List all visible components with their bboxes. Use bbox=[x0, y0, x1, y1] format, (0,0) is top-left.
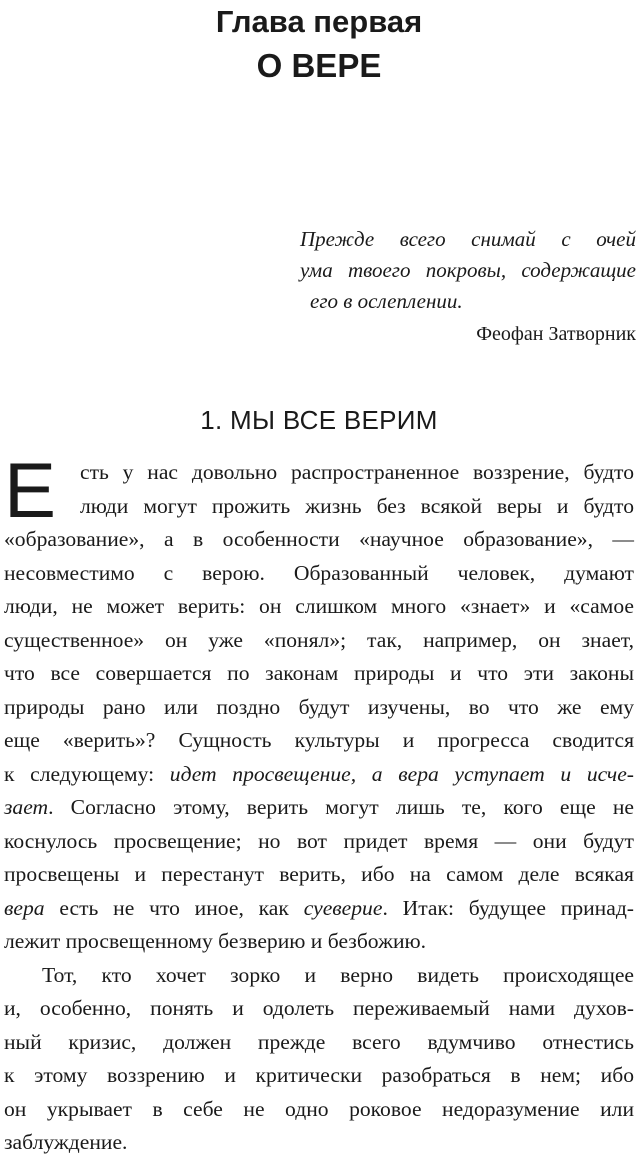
section-heading: 1. МЫ ВСЕ ВЕРИМ bbox=[200, 405, 438, 435]
paragraph-line: ный кризис, должен прежде всего вдумчиво отнестись bbox=[4, 1029, 634, 1054]
paragraph-line: люди могут прожить жизнь без всякой веры и будто bbox=[80, 493, 634, 518]
drop-cap: Е bbox=[4, 446, 57, 534]
paragraph-line bbox=[4, 892, 634, 926]
body-text bbox=[4, 446, 635, 1160]
paragraph-line: что все совершается по законам природы и что эти законы bbox=[4, 661, 634, 685]
paragraph-line: заблуждение. bbox=[4, 1130, 128, 1154]
italic-run: суеверие bbox=[303, 895, 383, 920]
paragraph-line: сть у нас довольно распространенное воззрение, будто bbox=[80, 460, 634, 484]
paragraph-line: к этому воззрению и критически разобраться в нем; ибо bbox=[4, 1063, 634, 1087]
epigraph-line: ума твоего покровы, содержащие bbox=[300, 258, 636, 282]
paragraph-line: просвещены и перестанут верить, ибо на самом деле всякая bbox=[4, 862, 634, 886]
paragraph-line: и, особенно, понять и одолеть переживаемый нами духов- bbox=[4, 996, 634, 1020]
paragraph-line: еще «верить»? Сущность культуры и прогресса сводится bbox=[4, 728, 634, 752]
paragraph-line: он укрывает в себе не одно роковое недоразумение или bbox=[4, 1096, 634, 1121]
paragraph-line: природы рано или поздно будут изучены, во что же ему bbox=[4, 694, 634, 719]
paragraph-line: существенное» он уже «понял»; так, например, он знает, bbox=[4, 627, 634, 652]
paragraph-line: лежит просвещенному безверию и безбожию. bbox=[4, 929, 427, 953]
paragraph-line: коснулось просвещение; но вот придет время — они будут bbox=[4, 828, 634, 853]
paragraph-line: люди, не может верить: он слишком много «знает» и «самое bbox=[4, 594, 634, 618]
epigraph-line: Прежде всего снимай с очей bbox=[300, 227, 636, 251]
chapter-title: О ВЕРЕ bbox=[256, 47, 382, 84]
italic-run: зает bbox=[4, 795, 49, 819]
paragraph-line: Тот, кто хочет зорко и верно видеть происходящее bbox=[42, 962, 634, 987]
paragraph-line: несовместимо с верою. Образованный человек, думают bbox=[4, 560, 634, 585]
epigraph bbox=[300, 224, 636, 317]
text-run: к следующему: bbox=[4, 761, 170, 786]
epigraph-author: Феофан Затворник bbox=[476, 323, 636, 345]
epigraph-line: его в ослеплении. bbox=[310, 289, 463, 313]
text-run: есть не что иное, как bbox=[44, 895, 304, 920]
italic-run: идет просвещение, а вера уступает и исче- bbox=[169, 761, 634, 786]
paragraph-line: «образование», а в особенности «научное образование», — bbox=[4, 527, 634, 551]
italic-run: вера bbox=[4, 895, 45, 920]
text-run: . Согласно этому, верить могут лишь те, кого еще не bbox=[48, 795, 634, 819]
paragraph-line bbox=[4, 791, 634, 825]
paragraph-line bbox=[4, 758, 634, 792]
text-run: . Итак: будущее принад- bbox=[382, 895, 635, 920]
chapter-label: Глава первая bbox=[215, 4, 423, 39]
